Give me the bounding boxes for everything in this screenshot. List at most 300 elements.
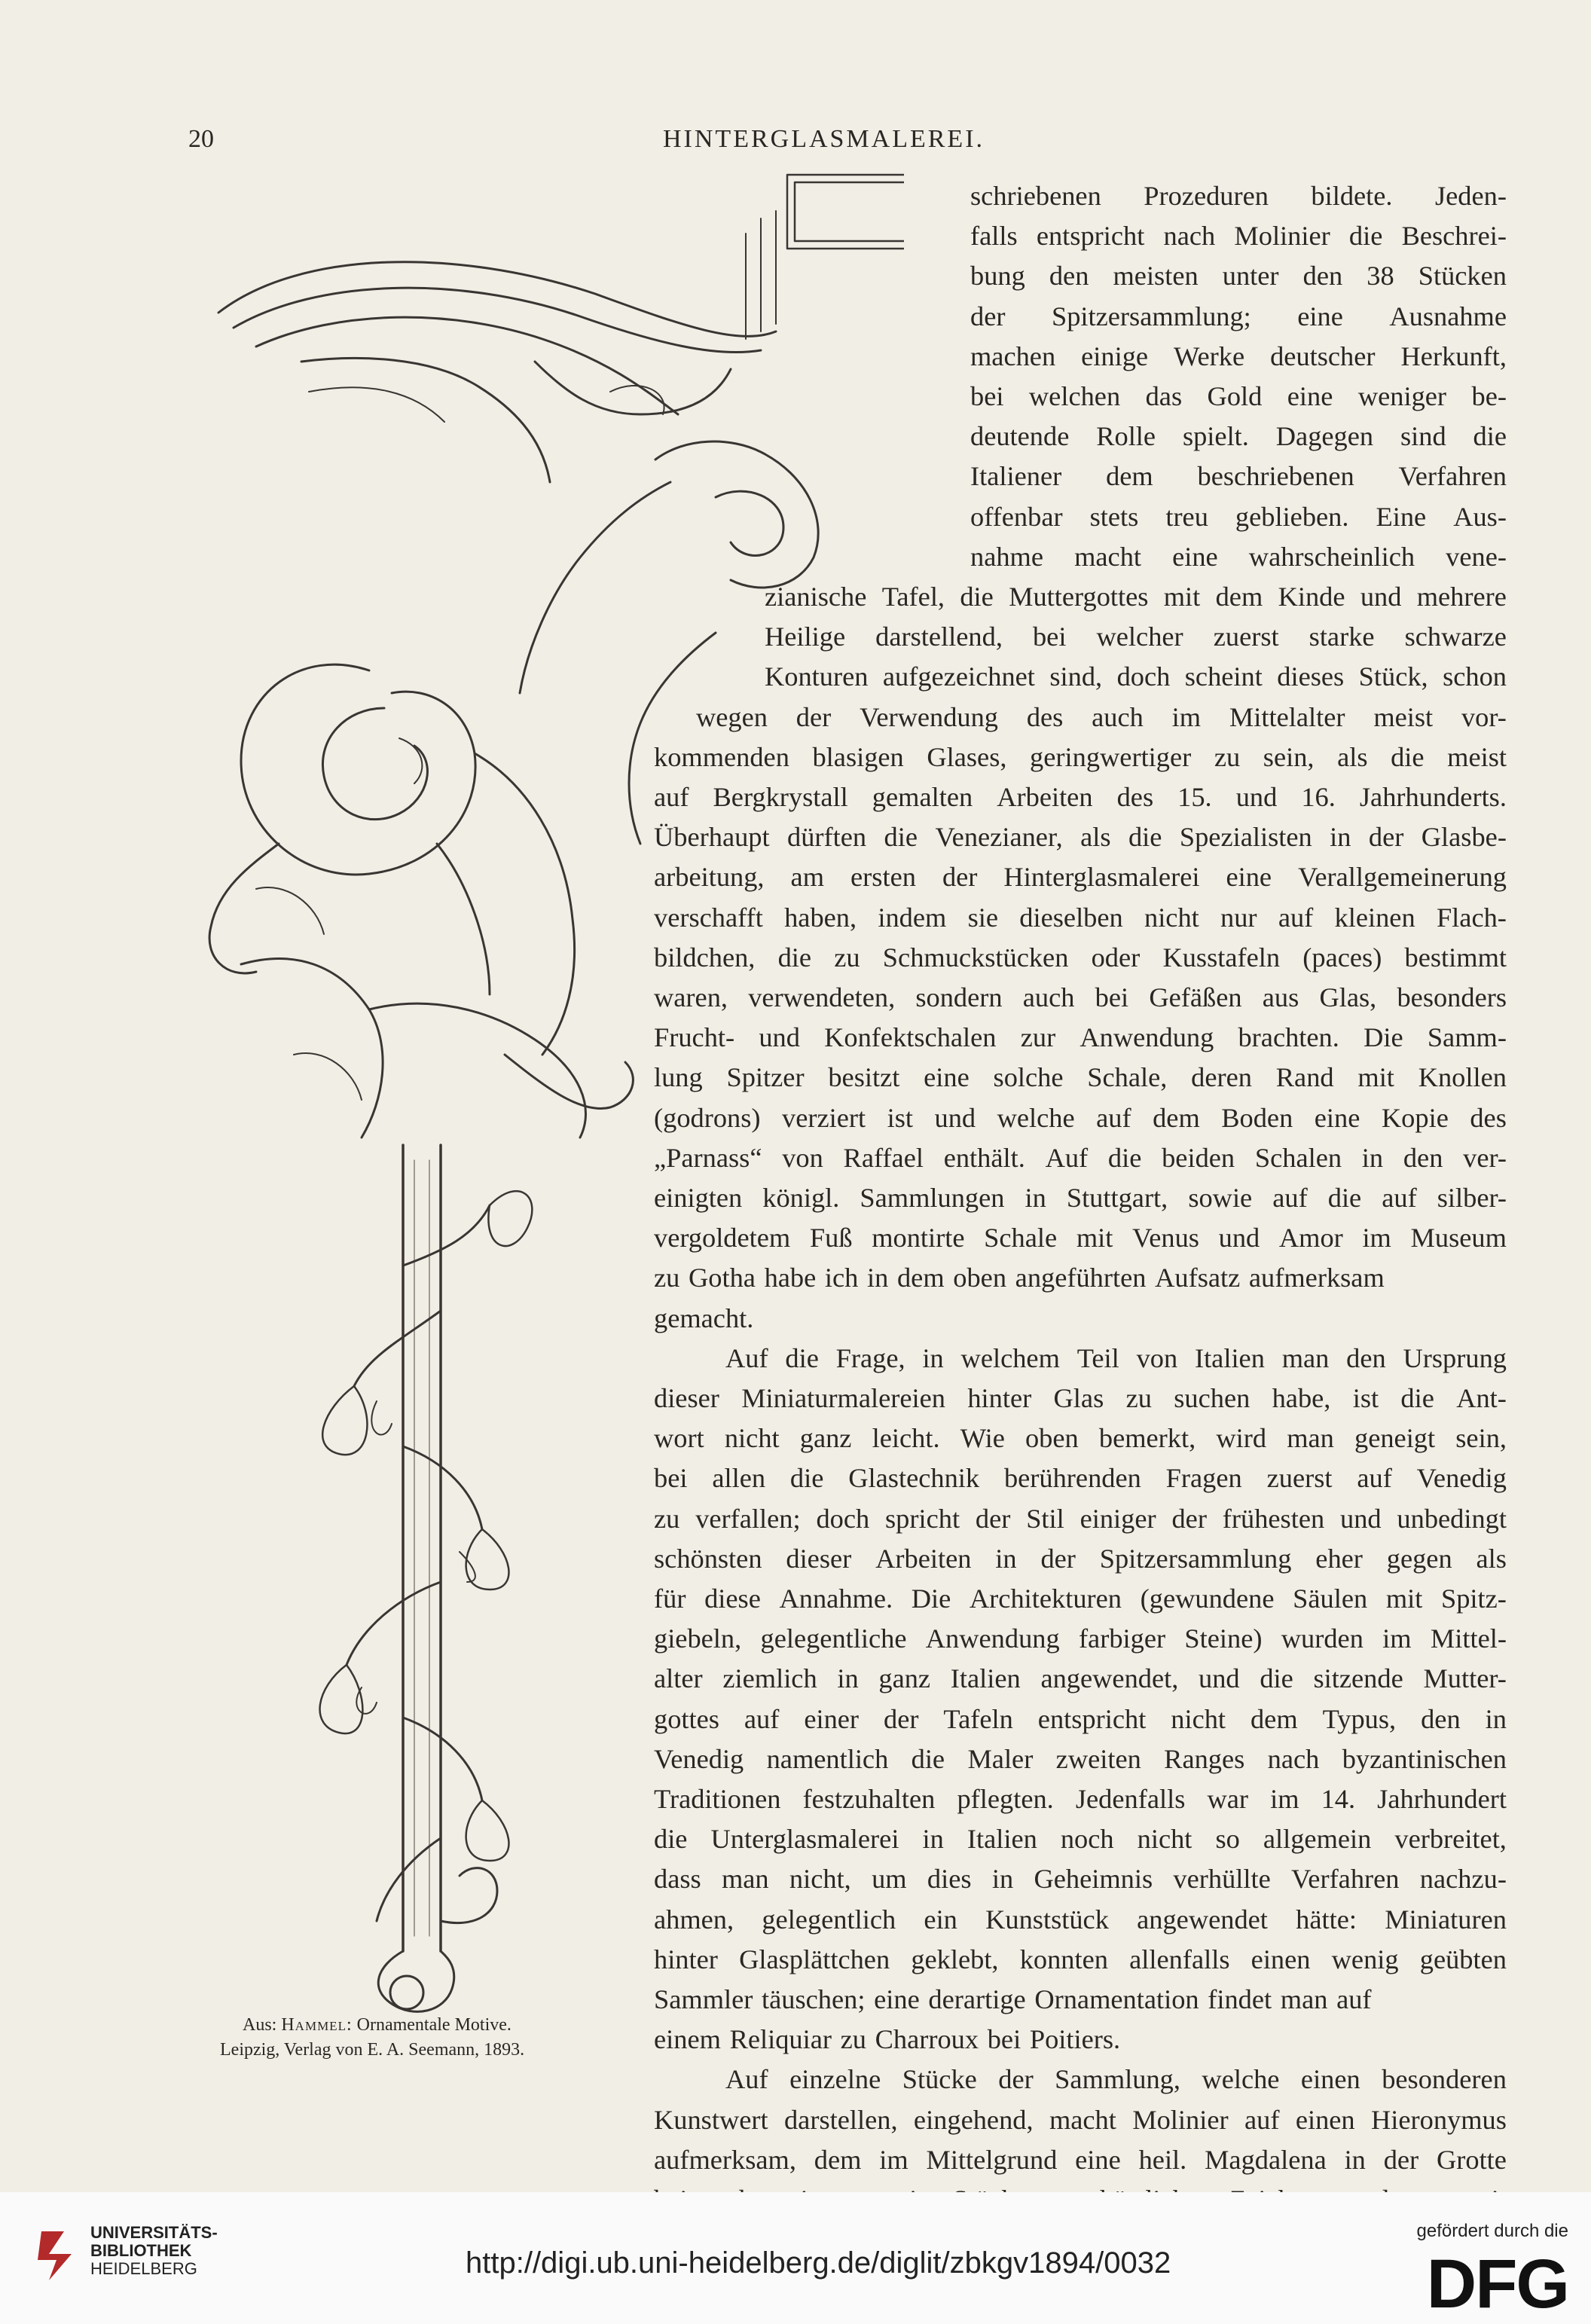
word: am — [790, 862, 825, 893]
word: Mittelalter — [1229, 701, 1345, 732]
word: heil. — [1138, 2144, 1187, 2175]
word: waren, — [654, 982, 728, 1012]
word: Überhaupt — [654, 822, 770, 853]
word: Aufsatz — [1155, 1263, 1241, 1293]
word: ist — [1352, 1383, 1379, 1413]
word: Glastechnik — [848, 1463, 980, 1494]
word: Ausnahme — [1389, 301, 1507, 331]
word: meist — [1447, 741, 1507, 772]
word: welche — [997, 1102, 1075, 1133]
word: macht — [1074, 541, 1142, 572]
word: spricht — [885, 1503, 960, 1534]
word: Eine — [1376, 501, 1427, 532]
word: bildete. — [1311, 181, 1393, 211]
word: oben — [1025, 1423, 1079, 1454]
word: einen — [1295, 2104, 1355, 2135]
text-line — [970, 303, 1507, 330]
word: welche — [1202, 2064, 1280, 2095]
word: gottes — [654, 1703, 719, 1734]
word: dem — [1153, 1102, 1200, 1133]
word: wird — [1216, 1423, 1267, 1454]
word: auf — [1272, 1183, 1308, 1213]
word: Spitzersammlung; — [1051, 301, 1251, 331]
word: Verfahren — [1398, 461, 1507, 492]
word: Boden — [1221, 1102, 1293, 1133]
word: Stuttgart, — [1066, 1183, 1168, 1213]
word: vene- — [1446, 541, 1507, 572]
word: Anwendung — [1079, 1022, 1214, 1053]
word: Konfektschalen — [824, 1022, 997, 1053]
word: mit — [1385, 1583, 1423, 1614]
word: einiger — [1079, 1503, 1156, 1534]
word: (godrons) — [654, 1102, 761, 1133]
word: Auf — [725, 1342, 768, 1373]
caption-line-1: Aus: Hammel: Ornamentale Motive. — [243, 2015, 512, 2035]
word: der — [1040, 1543, 1076, 1574]
word: Sammlung, — [1055, 2064, 1180, 2095]
word: zianische — [765, 582, 867, 612]
word: Glasbe- — [1421, 822, 1507, 853]
word: eingehend, — [913, 2104, 1034, 2135]
word: Maler — [967, 1743, 1034, 1774]
word: nicht — [1171, 1703, 1226, 1734]
word: Italien — [967, 1824, 1037, 1855]
word: Bergkrystall — [713, 782, 848, 812]
word: bemerkt, — [1098, 1423, 1196, 1454]
word: welcher — [1096, 621, 1183, 652]
word: die — [884, 822, 918, 853]
word: Ranges — [1164, 1743, 1245, 1774]
word: Hieronymus — [1371, 2104, 1507, 2135]
word: schon — [1443, 661, 1507, 692]
word: Raffael — [843, 1142, 924, 1173]
word: als — [1337, 741, 1368, 772]
word: Herkunft, — [1400, 341, 1507, 371]
word: die — [777, 942, 812, 973]
word: eine — [874, 1984, 920, 2014]
text-line — [654, 1184, 1507, 1211]
word: verwendeten, — [748, 982, 896, 1012]
word: Tafeln — [943, 1703, 1013, 1734]
word: einzelne — [789, 2064, 881, 2095]
word: man — [1287, 1423, 1334, 1454]
running-title: HINTERGLASMALEREI. — [663, 125, 985, 153]
word: sowie — [1188, 1183, 1253, 1213]
text-line — [654, 1302, 1507, 1333]
word: wort — [654, 1423, 704, 1454]
word: dieselben — [1019, 902, 1123, 933]
word: die — [654, 1824, 688, 1855]
word: nicht — [724, 1423, 780, 1454]
word: 14. — [1321, 1784, 1356, 1814]
word: spielt. — [1182, 421, 1249, 452]
word: zu — [1214, 741, 1241, 772]
text-line — [765, 623, 1507, 650]
word: Glasplättchen — [739, 1944, 890, 1974]
word: arbeitung, — [654, 862, 765, 893]
word: in — [1330, 822, 1351, 853]
word: zu — [840, 2024, 866, 2055]
word: 16. — [1301, 782, 1336, 812]
text-line — [654, 1545, 1507, 1572]
word: habe, — [1272, 1383, 1331, 1413]
word: der — [970, 301, 1006, 331]
word: Magdalena — [1205, 2144, 1327, 2175]
word: sein, — [1455, 1423, 1507, 1454]
text-line — [654, 1864, 1507, 1895]
word: Unterglasmalerei — [710, 1824, 899, 1855]
word: aufmerksam — [1248, 1263, 1385, 1293]
word: wenig — [1331, 1944, 1399, 1974]
word: Verfahren — [1291, 1864, 1400, 1895]
word: Fragen — [1165, 1463, 1242, 1494]
word: und — [1340, 1503, 1382, 1534]
word: Stücken — [1418, 261, 1507, 292]
word: besonderen — [1382, 2064, 1507, 2095]
word: blasigen — [812, 741, 904, 772]
word: Charroux — [875, 2024, 979, 2055]
word: Grotte — [1436, 2144, 1507, 2175]
text-line — [970, 261, 1507, 292]
word: verziert — [782, 1102, 866, 1133]
word: zu — [834, 942, 860, 973]
word: Italien — [1194, 1342, 1265, 1373]
word: Schmuckstücken — [882, 942, 1069, 973]
word: Hinterglasmalerei — [1003, 862, 1200, 893]
word: Frucht- — [654, 1022, 735, 1053]
word: konnten — [1019, 1944, 1108, 1974]
word: Schale, — [1087, 1062, 1168, 1093]
word: diese — [704, 1583, 761, 1614]
word: entspricht — [1037, 1703, 1147, 1734]
word: besonders — [1397, 982, 1507, 1012]
word: dieser — [654, 1383, 719, 1413]
word: einen — [1300, 2064, 1360, 2095]
word: dieser — [786, 1543, 852, 1574]
word: bei — [1095, 982, 1129, 1012]
word: mit — [1076, 1223, 1113, 1254]
word: den — [1049, 261, 1089, 292]
word: aufgezeichnet — [882, 661, 1035, 692]
word: Schalen — [1254, 1142, 1342, 1173]
text-line — [725, 1342, 1507, 1373]
word: als — [1476, 1543, 1507, 1574]
word: geblieben. — [1235, 501, 1349, 532]
word: die — [960, 582, 994, 612]
word: ahmen, — [654, 1904, 734, 1935]
word: gemacht. — [654, 1302, 754, 1333]
word: eher — [1315, 1543, 1363, 1574]
word: Mittel- — [1430, 1623, 1507, 1654]
text-line — [970, 463, 1507, 490]
word: in — [837, 1663, 859, 1694]
word: Stücke — [902, 2064, 977, 2095]
word: ein — [924, 1904, 957, 1935]
word: in — [1344, 2144, 1366, 2175]
text-line — [654, 1505, 1507, 1532]
word: in — [867, 1263, 889, 1293]
word: schriebenen — [970, 181, 1101, 211]
word: der — [998, 2064, 1034, 2095]
word: Fuß — [809, 1223, 853, 1254]
word: so — [1215, 1824, 1240, 1855]
word: in — [1025, 1183, 1046, 1213]
word: Auf — [725, 2064, 768, 2095]
word: deutscher — [1270, 341, 1376, 371]
word: nach — [1163, 221, 1216, 252]
word: die — [785, 1342, 819, 1373]
word: Wie — [960, 1423, 1005, 1454]
word: „Parnass“ — [654, 1142, 762, 1173]
word: des — [1116, 782, 1154, 812]
word: treu — [1165, 501, 1208, 532]
word: dürften — [787, 822, 867, 853]
word: Die — [911, 1583, 951, 1614]
word: alter — [654, 1663, 703, 1694]
word: Molinier — [1132, 2104, 1229, 2135]
word: starke — [1309, 621, 1375, 652]
word: doch — [1116, 661, 1171, 692]
word: Samm- — [1427, 1022, 1507, 1053]
word: Traditionen — [654, 1784, 781, 1814]
text-line — [765, 663, 1507, 690]
word: bildchen, — [654, 942, 756, 973]
word: vergoldetem — [654, 1223, 791, 1254]
word: im — [1270, 1784, 1299, 1814]
word: bei — [1032, 621, 1067, 652]
word: in — [922, 1824, 944, 1855]
word: gegen — [1386, 1543, 1452, 1574]
word: zuerst — [1213, 621, 1279, 652]
word: Gefäßen — [1149, 982, 1242, 1012]
word: und — [1218, 1223, 1260, 1254]
word: suchen — [1174, 1383, 1251, 1413]
word: der — [884, 1703, 919, 1734]
word: bei — [970, 381, 1004, 411]
word: Knollen — [1418, 1062, 1507, 1093]
word: allen — [712, 1463, 766, 1494]
text-line — [654, 1946, 1507, 1973]
text-line — [696, 701, 1507, 732]
word: einigten — [654, 1183, 743, 1213]
text-line — [654, 2146, 1507, 2173]
word: Mittelgrund — [926, 2144, 1058, 2175]
text-line — [970, 221, 1507, 252]
word: in — [995, 1543, 1017, 1574]
text-line — [654, 862, 1507, 893]
word: einige — [1081, 341, 1149, 371]
university-library-logo-icon — [34, 2224, 79, 2284]
word: zuerst — [1266, 1463, 1333, 1494]
word: der — [1368, 822, 1404, 853]
word: und — [934, 1102, 976, 1133]
word: Glas — [1053, 1383, 1104, 1413]
word: ver- — [1463, 1142, 1507, 1173]
word: der — [796, 701, 832, 732]
word: zu — [1125, 1383, 1152, 1413]
word: Kunstwert — [654, 2104, 768, 2135]
text-line — [970, 543, 1507, 570]
word: Heilige — [765, 621, 846, 652]
word: Ornamentation — [1034, 1984, 1199, 2014]
word: vor- — [1461, 701, 1507, 732]
word: hätte: — [1296, 1904, 1357, 1935]
word: und — [1199, 1663, 1240, 1694]
word: mehrere — [1416, 582, 1507, 612]
word: schönsten — [654, 1543, 762, 1574]
word: Sammlungen — [860, 1183, 1005, 1213]
digital-collection-url[interactable]: http://digi.ub.uni-heidelberg.de/diglit/zbkgv1894/0032 — [466, 2246, 1171, 2280]
word: Miniaturen — [1385, 1904, 1507, 1935]
text-line — [970, 182, 1507, 209]
text-line — [970, 503, 1507, 530]
word: unter — [1222, 261, 1279, 292]
word: Werke — [1174, 341, 1245, 371]
word: angeführten — [1015, 1263, 1147, 1293]
word: sie — [967, 902, 999, 933]
word: sind, — [1049, 661, 1103, 692]
word: geklebt, — [911, 1944, 999, 1974]
word: Steine) — [1184, 1623, 1263, 1654]
word: Sammler — [654, 1984, 753, 2014]
word: silber- — [1437, 1183, 1507, 1213]
word: nahme — [970, 541, 1044, 572]
word: byzantinischen — [1342, 1743, 1507, 1774]
word: auf — [1382, 1183, 1417, 1213]
word: Flach- — [1436, 902, 1507, 933]
word: zweiten — [1055, 1743, 1141, 1774]
word: Poitiers. — [1029, 2024, 1121, 2055]
text-line — [654, 1104, 1507, 1131]
text-line — [654, 1986, 1507, 2013]
word: eine — [1172, 541, 1218, 572]
word: schwarze — [1404, 621, 1507, 652]
word: Rolle — [1096, 421, 1156, 452]
word: Kunststück — [985, 1904, 1109, 1935]
word: oder — [1091, 942, 1141, 973]
word: besitzt — [828, 1062, 900, 1093]
word: bestimmt — [1404, 942, 1507, 973]
word: Verwendung — [860, 701, 999, 732]
text-line — [654, 1024, 1507, 1051]
word: eine — [1226, 862, 1272, 893]
word: wurden — [1281, 1623, 1363, 1654]
word: 38 — [1367, 261, 1394, 292]
word: Annahme. — [779, 1583, 893, 1614]
word: dass — [654, 1864, 701, 1895]
word: Ursprung — [1403, 1342, 1507, 1373]
text-line — [654, 741, 1507, 772]
text-line — [654, 1824, 1507, 1855]
word: Kusstafeln — [1162, 942, 1281, 973]
word: des — [1470, 1102, 1507, 1133]
word: Säulen — [1293, 1583, 1368, 1614]
word: bei — [654, 1463, 688, 1494]
word: ich — [824, 1263, 859, 1293]
word: die — [911, 1743, 945, 1774]
word: Spitz- — [1440, 1583, 1507, 1614]
word: Aus- — [1453, 501, 1507, 532]
word: täuschen; — [762, 1984, 866, 2014]
word: zu — [654, 1503, 680, 1534]
word: Jeden- — [1434, 181, 1507, 211]
word: dies — [927, 1864, 972, 1895]
word: von — [1136, 1342, 1178, 1373]
word: man — [1281, 1342, 1330, 1373]
word: leicht. — [872, 1423, 940, 1454]
word: berührenden — [1003, 1463, 1141, 1494]
text-line — [654, 1223, 1507, 1254]
word: dem — [1215, 582, 1263, 612]
word: die — [1400, 1383, 1434, 1413]
word: die — [1260, 1663, 1293, 1694]
word: Schale — [984, 1223, 1058, 1254]
word: hinter — [654, 1944, 718, 1974]
word: auf — [1244, 2104, 1280, 2135]
word: dem — [1250, 1703, 1298, 1734]
word: pflegten. — [957, 1784, 1054, 1814]
word: der — [942, 862, 978, 893]
word: nachzu- — [1419, 1864, 1507, 1895]
word: allgemein — [1263, 1824, 1372, 1855]
dfg-logo: DFG — [1426, 2246, 1568, 2322]
word: dem — [896, 1263, 945, 1293]
word: welchem — [960, 1342, 1060, 1373]
text-line — [654, 1425, 1507, 1452]
word: die — [1473, 421, 1507, 452]
word: brachten. — [1238, 1022, 1339, 1053]
word: dem — [1106, 461, 1153, 492]
text-line — [654, 1785, 1507, 1812]
word: eine — [1297, 301, 1343, 331]
word: in — [991, 1864, 1014, 1895]
word: Jedenfalls — [1075, 1784, 1186, 1814]
word: Rand — [1275, 1062, 1334, 1093]
word: eine — [1287, 381, 1333, 411]
word: ziemlich — [722, 1663, 817, 1694]
word: doch — [816, 1503, 870, 1534]
word: Dagegen — [1275, 421, 1374, 452]
word: unbedingt — [1397, 1503, 1507, 1534]
word: in — [1485, 1703, 1507, 1734]
word: die — [1348, 221, 1383, 252]
word: machen — [970, 341, 1056, 371]
word: den — [1403, 1142, 1443, 1173]
word: stets — [1089, 501, 1139, 532]
word: nicht — [1144, 902, 1199, 933]
word: einer — [804, 1703, 860, 1734]
word: verschafft — [654, 902, 763, 933]
word: Stil — [1026, 1503, 1064, 1534]
word: frühesten — [1222, 1503, 1325, 1534]
text-line — [654, 823, 1507, 851]
word: Jahrhundert — [1377, 1784, 1507, 1814]
word: und — [1360, 582, 1402, 612]
text-line — [654, 944, 1507, 971]
word: den — [1421, 1703, 1461, 1734]
word: auch — [1022, 982, 1075, 1012]
caption-line-2: Leipzig, Verlag von E. A. Seemann, 1893. — [220, 2040, 525, 2060]
word: nur — [1220, 902, 1257, 933]
word: Tafel, — [881, 582, 945, 612]
word: nach — [1267, 1743, 1320, 1774]
word: allenfalls — [1129, 1944, 1230, 1974]
word: eine — [924, 1062, 970, 1093]
text-line — [654, 984, 1507, 1011]
word: das — [1145, 381, 1183, 411]
word: macht — [1049, 2104, 1116, 2135]
word: beiden — [1162, 1142, 1235, 1173]
